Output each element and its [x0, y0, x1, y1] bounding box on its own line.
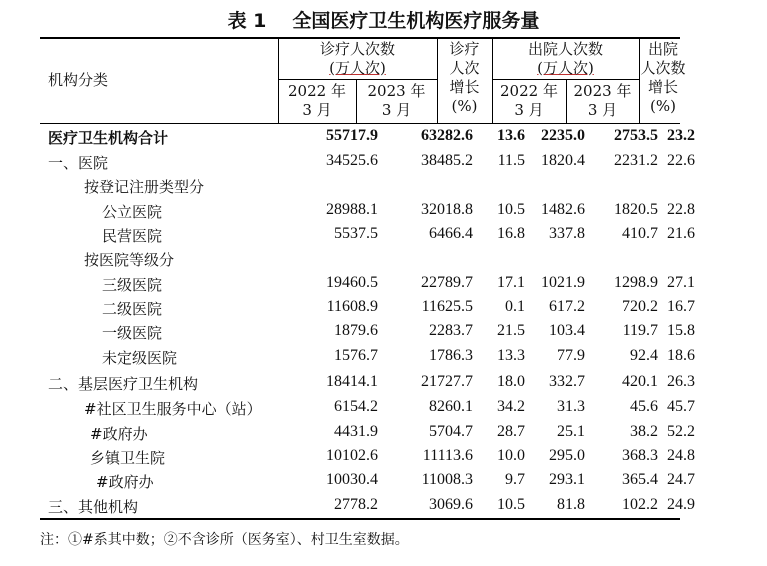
- header-visits-growth-line3: 增长: [449, 78, 480, 96]
- cell-discharge-2023: 1298.9: [614, 274, 658, 291]
- cell-discharge-growth: 22.6: [667, 152, 695, 169]
- row-label: 民营医院: [102, 227, 163, 245]
- cell-discharge-2023: 410.7: [622, 225, 658, 242]
- cell-discharge-growth: 45.7: [667, 398, 695, 415]
- cell-visits-growth: 34.2: [497, 398, 525, 415]
- cell-visits-growth: 11.5: [497, 152, 525, 169]
- table-title-text: 全国医疗卫生机构医疗服务量: [292, 10, 540, 32]
- table-row: [40, 421, 695, 445]
- table-title: [0, 6, 767, 33]
- table-row: [40, 296, 695, 320]
- row-label: 未定级医院: [102, 349, 178, 367]
- table-footnote: 注：①#系其中数；②不含诊所（医务室）、村卫生室数据。: [40, 532, 409, 548]
- header-visits-growth-line4: (%): [451, 97, 478, 115]
- cell-visits-2022: 11608.9: [326, 298, 378, 315]
- cell-discharge-growth: 23.2: [667, 127, 695, 144]
- cell-visits-2023: 6466.4: [429, 225, 473, 242]
- table-row: [40, 445, 695, 469]
- cell-visits-2022: 10102.6: [326, 447, 378, 464]
- cell-visits-growth: 9.7: [505, 471, 525, 488]
- header-discharge-title: 出院人次数: [527, 40, 603, 58]
- cell-visits-2022: 6154.2: [334, 398, 378, 415]
- header-category-label: 机构分类: [48, 71, 109, 89]
- cell-visits-growth: 21.5: [497, 322, 525, 339]
- month-label: 3 月: [302, 101, 332, 119]
- header-bottom-rule: [40, 123, 680, 124]
- header-visits-growth-line1: 诊疗: [449, 40, 480, 58]
- table-row: [40, 371, 695, 395]
- cell-discharge-growth: 22.8: [667, 201, 695, 218]
- cell-discharge-2022: 617.2: [549, 298, 585, 315]
- cell-visits-2022: 1576.7: [334, 347, 378, 364]
- cell-visits-2022: 5537.5: [334, 225, 378, 242]
- year-label: 2022 年: [500, 82, 558, 100]
- header-discharge-2022: [492, 82, 566, 120]
- row-label: #政府办: [96, 473, 154, 491]
- cell-visits-2023: 11113.6: [422, 447, 473, 464]
- cell-visits-2023: 8260.1: [429, 398, 473, 415]
- cell-visits-2023: 11625.5: [421, 298, 473, 315]
- row-label: #政府办: [90, 425, 148, 443]
- cell-visits-2022: 10030.4: [326, 471, 378, 488]
- cell-discharge-2022: 332.7: [549, 373, 585, 390]
- bottom-rule: [40, 518, 680, 520]
- cell-discharge-2022: 2235.0: [541, 127, 585, 144]
- cell-discharge-growth: 16.7: [667, 298, 695, 315]
- cell-visits-growth: 13.3: [497, 347, 525, 364]
- header-discharge-group: [492, 40, 639, 78]
- table-row: [40, 345, 695, 369]
- table-row: [40, 223, 695, 247]
- header-visits-2023: [356, 82, 437, 120]
- cell-visits-growth: 10.0: [497, 447, 525, 464]
- cell-visits-2022: 28988.1: [326, 201, 378, 218]
- cell-visits-growth: 10.5: [497, 496, 525, 513]
- header-discharge-2023: [566, 82, 639, 120]
- cell-discharge-2023: 38.2: [630, 423, 658, 440]
- cell-discharge-2022: 31.3: [557, 398, 585, 415]
- header-discharge-growth-line3: 增长: [647, 78, 678, 96]
- cell-visits-2023: 11008.3: [421, 471, 473, 488]
- table-row: [40, 469, 695, 493]
- cell-discharge-2022: 293.1: [549, 471, 585, 488]
- cell-visits-2023: 1786.3: [429, 347, 473, 364]
- header-category: [48, 71, 108, 90]
- row-label: #社区卫生服务中心（站）: [84, 400, 262, 418]
- cell-discharge-2022: 77.9: [557, 347, 585, 364]
- cell-visits-2022: 2778.2: [334, 496, 378, 513]
- cell-discharge-2023: 365.4: [622, 471, 658, 488]
- month-label: 3 月: [514, 101, 544, 119]
- header-discharge-unit: (万人次): [537, 59, 594, 77]
- row-label: 公立医院: [102, 203, 163, 221]
- cell-discharge-growth: 24.9: [667, 496, 695, 513]
- cell-visits-2023: 21727.7: [421, 373, 473, 390]
- table-row: [40, 494, 695, 518]
- row-label: 乡镇卫生院: [90, 449, 166, 467]
- table-row: [40, 150, 695, 174]
- header-visits-growth: [437, 40, 492, 116]
- cell-discharge-2022: 1021.9: [541, 274, 585, 291]
- cell-discharge-2022: 1820.4: [541, 152, 585, 169]
- header-visits-unit: (万人次): [329, 59, 386, 77]
- cell-visits-growth: 10.5: [497, 201, 525, 218]
- cell-discharge-2022: 25.1: [557, 423, 585, 440]
- cell-visits-2022: 34525.6: [326, 152, 378, 169]
- year-label: 2023 年: [367, 82, 426, 100]
- header-discharge-growth-line1: 出院: [647, 40, 678, 58]
- cell-visits-2023: 32018.8: [421, 201, 473, 218]
- row-label: 三、其他机构: [48, 498, 139, 516]
- header-visits-growth-line2: 人次: [449, 59, 480, 77]
- cell-discharge-2023: 368.3: [622, 447, 658, 464]
- row-label: 按医院等级分: [84, 251, 175, 269]
- table-row: [40, 320, 695, 344]
- cell-discharge-2022: 1482.6: [541, 201, 585, 218]
- table-row: [40, 396, 695, 420]
- cell-discharge-2023: 119.7: [622, 322, 658, 339]
- table-number: 表 1: [227, 10, 267, 32]
- cell-discharge-2023: 45.6: [630, 398, 658, 415]
- cell-discharge-growth: 24.7: [667, 471, 695, 488]
- header-visits-group: [278, 40, 437, 78]
- row-label: 医疗卫生机构合计: [48, 129, 169, 147]
- cell-discharge-2023: 420.1: [622, 373, 658, 390]
- cell-visits-growth: 0.1: [505, 298, 525, 315]
- header-visits-title: 诊疗人次数: [319, 40, 395, 58]
- header-visits-2022: [278, 82, 356, 120]
- cell-discharge-growth: 27.1: [667, 274, 695, 291]
- cell-visits-2023: 38485.2: [421, 152, 473, 169]
- table-row: [40, 272, 695, 296]
- year-label: 2022 年: [288, 82, 346, 100]
- top-rule: [40, 37, 680, 39]
- cell-visits-2022: 55717.9: [326, 127, 378, 144]
- cell-visits-2023: 5704.7: [429, 423, 473, 440]
- cell-visits-2022: 19460.5: [326, 274, 378, 291]
- cell-visits-growth: 16.8: [497, 225, 525, 242]
- row-label: 一级医院: [102, 324, 163, 342]
- cell-visits-growth: 13.6: [497, 127, 525, 144]
- cell-visits-2023: 3069.6: [429, 496, 473, 513]
- cell-discharge-2023: 2753.5: [614, 127, 658, 144]
- header-discharge-growth-line4: (%): [650, 97, 676, 115]
- visits-subheader-line: [278, 79, 437, 80]
- row-label: 一、医院: [48, 154, 109, 172]
- header-discharge-growth: [639, 40, 687, 116]
- cell-discharge-growth: 26.3: [667, 373, 695, 390]
- row-label: 二级医院: [102, 300, 163, 318]
- cell-visits-2022: 4431.9: [334, 423, 378, 440]
- cell-discharge-growth: 18.6: [667, 347, 695, 364]
- cell-discharge-2023: 720.2: [622, 298, 658, 315]
- cell-discharge-2023: 102.2: [622, 496, 658, 513]
- row-label: 二、基层医疗卫生机构: [48, 375, 199, 393]
- cell-discharge-2022: 295.0: [549, 447, 585, 464]
- cell-visits-2022: 18414.1: [326, 373, 378, 390]
- cell-visits-2023: 22789.7: [421, 274, 473, 291]
- row-label: 按登记注册类型分: [84, 178, 205, 196]
- cell-visits-growth: 18.0: [497, 373, 525, 390]
- row-label: 三级医院: [102, 276, 163, 294]
- table-row: [40, 174, 680, 198]
- header-discharge-growth-line2: 人次数: [640, 59, 686, 77]
- table-row: [40, 199, 695, 223]
- month-label: 3 月: [587, 101, 618, 119]
- month-label: 3 月: [381, 101, 412, 119]
- table-row: [40, 125, 695, 149]
- cell-discharge-2023: 2231.2: [614, 152, 658, 169]
- cell-visits-2022: 1879.6: [334, 322, 378, 339]
- cell-discharge-2023: 1820.5: [614, 201, 658, 218]
- cell-visits-2023: 2283.7: [429, 322, 473, 339]
- cell-visits-2023: 63282.6: [421, 127, 473, 144]
- cell-discharge-growth: 24.8: [667, 447, 695, 464]
- year-label: 2023 年: [573, 82, 632, 100]
- cell-discharge-2023: 92.4: [630, 347, 658, 364]
- cell-visits-growth: 28.7: [497, 423, 525, 440]
- cell-visits-growth: 17.1: [497, 274, 525, 291]
- table-row: [40, 247, 680, 271]
- cell-discharge-2022: 337.8: [549, 225, 585, 242]
- cell-discharge-growth: 52.2: [667, 423, 695, 440]
- cell-discharge-2022: 81.8: [557, 496, 585, 513]
- cell-discharge-2022: 103.4: [549, 322, 585, 339]
- cell-discharge-growth: 21.6: [667, 225, 695, 242]
- cell-discharge-growth: 15.8: [667, 322, 695, 339]
